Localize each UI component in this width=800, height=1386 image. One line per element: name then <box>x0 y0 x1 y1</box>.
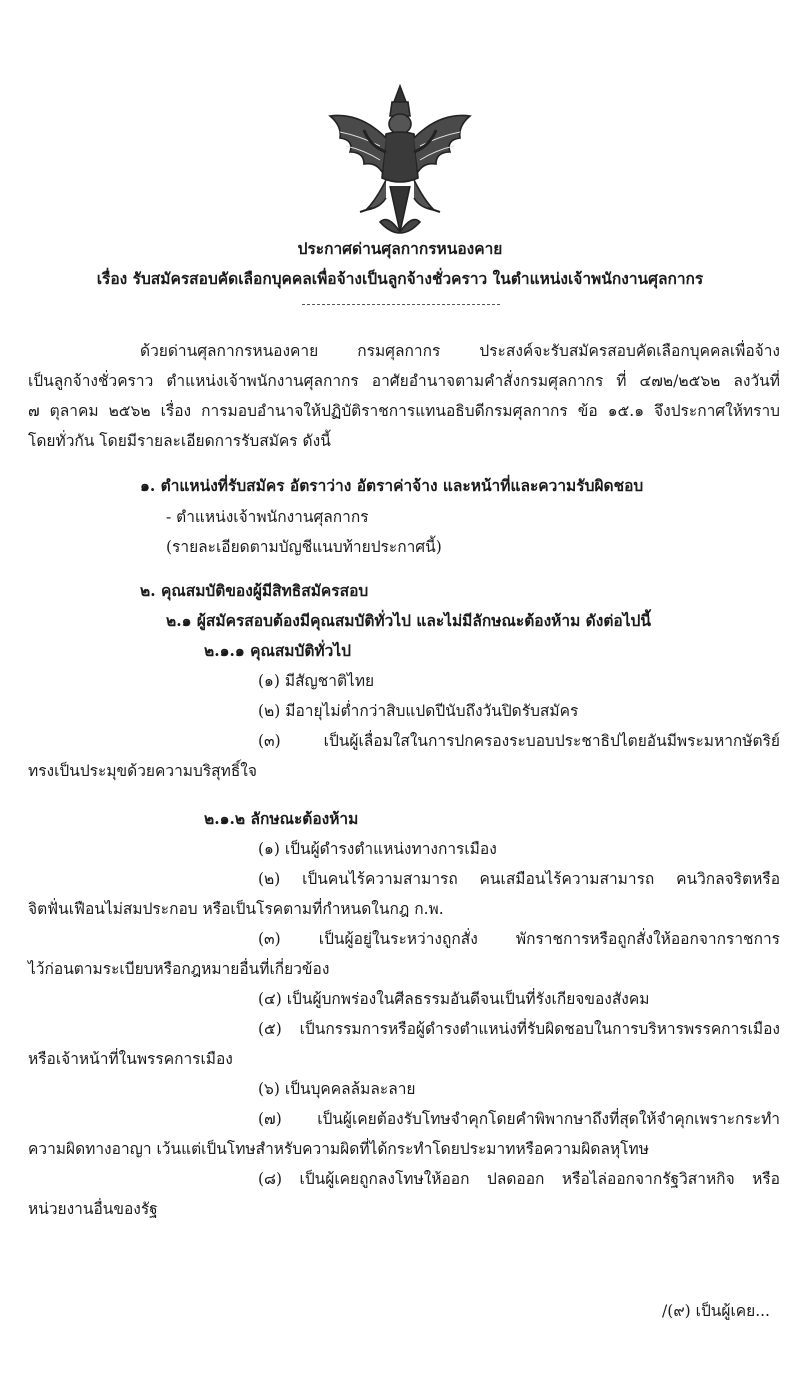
document-subject: เรื่อง รับสมัครสอบคัดเลือกบุคคลเพื่อจ้างเป็นลูกจ้างชั่วคราว ในตำแหน่งเจ้าพนักงานศุลกากร <box>96 269 704 288</box>
general-item: (๓) เป็นผู้เลื่อมใสในการปกครองระบอบประชาธิปไตยอันมีพระมหากษัตริย์ <box>258 732 780 750</box>
prohibited-item-cont: ไว้ก่อนตามระเบียบหรือกฎหมายอื่นที่เกี่ยวข้อง <box>28 960 330 978</box>
prohibited-item-cont: ความผิดทางอาญา เว้นแต่เป็นโทษสำหรับความผิดที่ได้กระทำโดยประมาทหรือความผิดลหุโทษ <box>28 1140 649 1158</box>
intro-line: โดยทั่วกัน โดยมีรายละเอียดการรับสมัคร ดังนี้ <box>28 432 331 450</box>
garuda-emblem-icon <box>320 82 480 250</box>
section1-note: (รายละเอียดตามบัญชีแนบท้ายประกาศนี้) <box>166 538 442 556</box>
prohibited-item: (๔) เป็นผู้บกพร่องในศีลธรรมอันดีจนเป็นที่รังเกียจของสังคม <box>258 990 650 1008</box>
general-item: (๒) มีอายุไม่ต่ำกว่าสิบแปดปีนับถึงวันปิดรับสมัคร <box>258 702 579 720</box>
prohibited-item-cont: หน่วยงานอื่นของรัฐ <box>28 1200 158 1218</box>
intro-line: เป็นลูกจ้างชั่วคราว ตำแหน่งเจ้าพนักงานศุลกากร อาศัยอำนาจตามคำสั่งกรมศุลกากร ที่ ๔๗๒/๒๕๖๒ ลงวันที่ <box>28 372 780 390</box>
prohibited-item: (๕) เป็นกรรมการหรือผู้ดำรงตำแหน่งที่รับผิดชอบในการบริหารพรรคการเมือง <box>258 1020 780 1038</box>
prohibited-heading: ๒.๑.๒ ลักษณะต้องห้าม <box>204 809 359 828</box>
prohibited-item: (๓) เป็นผู้อยู่ในระหว่างถูกสั่ง พักราชการหรือถูกสั่งให้ออกจากราชการ <box>258 930 780 948</box>
section1-heading: ๑. ตำแหน่งที่รับสมัคร อัตราว่าง อัตราค่าจ้าง และหน้าที่และความรับผิดชอบ <box>140 476 644 495</box>
title-separator <box>302 304 500 305</box>
prohibited-item-cont: หรือเจ้าหน้าที่ในพรรคการเมือง <box>28 1050 233 1068</box>
general-item: (๑) มีสัญชาติไทย <box>258 672 375 690</box>
prohibited-item: (๖) เป็นบุคคลล้มละลาย <box>258 1080 416 1098</box>
prohibited-item: (๒) เป็นคนไร้ความสามารถ คนเสมือนไร้ความสามารถ คนวิกลจริตหรือ <box>258 870 780 888</box>
document-title: ประกาศด่านศุลกากรหนองคาย <box>297 239 503 258</box>
prohibited-item-cont: จิตฟั่นเฟือนไม่สมประกอบ หรือเป็นโรคตามที่กำหนดในกฎ ก.พ. <box>28 900 444 918</box>
prohibited-item: (๗) เป็นผู้เคยต้องรับโทษจำคุกโดยคำพิพากษาถึงที่สุดให้จำคุกเพราะกระทำ <box>258 1110 780 1128</box>
section1-item: - ตำแหน่งเจ้าพนักงานศุลกากร <box>166 508 369 526</box>
general-item-cont: ทรงเป็นประมุขด้วยความบริสุทธิ์ใจ <box>28 762 257 780</box>
prohibited-item: (๑) เป็นผู้ดำรงตำแหน่งทางการเมือง <box>258 840 497 858</box>
intro-line: ด้วยด่านศุลกากรหนองคาย กรมศุลกากร ประสงค์จะรับสมัครสอบคัดเลือกบุคคลเพื่อจ้าง <box>140 342 780 360</box>
section2-heading: ๒. คุณสมบัติของผู้มีสิทธิสมัครสอบ <box>140 581 369 600</box>
intro-line: ๗ ตุลาคม ๒๕๖๒ เรื่อง การมอบอำนาจให้ปฏิบัติราชการแทนอธิบดีกรมศุลกากร ข้อ ๑๕.๑ จึงประกาศให้ทราบ <box>28 402 780 420</box>
page-continuation: /(๙) เป็นผู้เคย... <box>662 1302 770 1320</box>
general-heading: ๒.๑.๑ คุณสมบัติทั่วไป <box>204 641 351 660</box>
prohibited-item: (๘) เป็นผู้เคยถูกลงโทษให้ออก ปลดออก หรือไล่ออกจากรัฐวิสาหกิจ หรือ <box>258 1170 780 1188</box>
section2-sub1: ๒.๑ ผู้สมัครสอบต้องมีคุณสมบัติทั่วไป และไม่มีลักษณะต้องห้าม ดังต่อไปนี้ <box>166 611 651 630</box>
